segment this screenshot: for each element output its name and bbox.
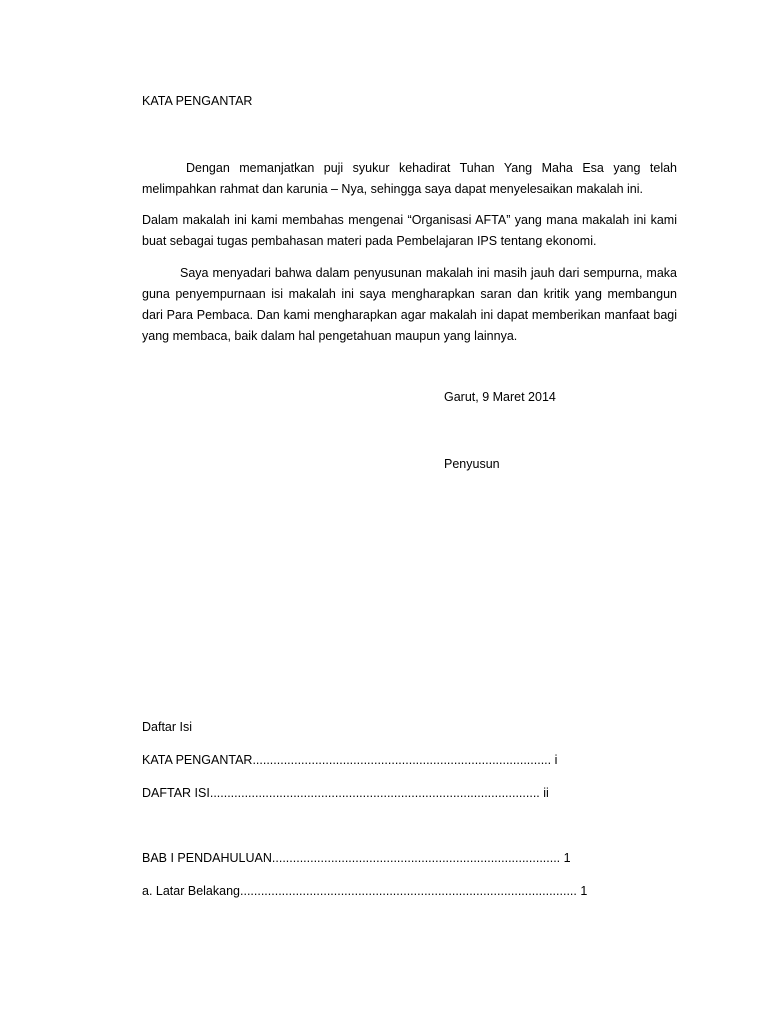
toc-entry-leader: ............................................................................................... — [209, 786, 540, 800]
toc-entry-page: 1 — [560, 851, 571, 865]
paragraph-3: Saya menyadari bahwa dalam penyusunan makalah ini masih jauh dari sempurna, maka guna penyempurnaan isi makalah ini saya mengharapkan saran dan kritik yang membangun dari Para Pembaca. Dan kami mengharapkan agar makalah ini dapat memberikan manfaat bagi yang membaca, baik dalam hal pengetahuan maupun yang lainnya. — [142, 266, 677, 343]
toc-entry-leader: ................................................................................... — [271, 851, 561, 865]
toc-entry — [142, 753, 557, 767]
toc-entry-page: 1 — [576, 884, 588, 898]
author-label: Penyusun — [444, 457, 500, 471]
toc-entry-label: a. Latar Belakang — [142, 884, 240, 898]
toc-entry-label: KATA PENGANTAR — [142, 753, 253, 767]
toc-entry-label: DAFTAR ISI — [142, 786, 210, 800]
place-date: Garut, 9 Maret 2014 — [444, 390, 556, 404]
paragraph-1: Dengan memanjatkan puji syukur kehadirat Tuhan Yang Maha Esa yang telah melimpahkan rahmat dan karunia – Nya, sehingga saya dapat menyelesaikan makalah ini. — [142, 161, 677, 196]
toc-entry-page: ii — [539, 786, 549, 800]
toc-entry — [142, 786, 549, 800]
page-heading: KATA PENGANTAR — [142, 94, 253, 108]
toc-entry — [142, 884, 587, 898]
toc-title: Daftar Isi — [142, 720, 193, 734]
toc-entry-leader: ...................................................................................... — [252, 753, 552, 767]
toc-entry-page: i — [551, 753, 558, 767]
toc-entry — [142, 851, 571, 865]
toc-entry-leader: ................................................................................................. — [240, 884, 577, 898]
paragraph-2: Dalam makalah ini kami membahas mengenai “Organisasi AFTA” yang mana makalah ini kami buat sebagai tugas pembahasan materi pada Pembelajaran IPS tentang ekonomi. — [142, 213, 677, 248]
toc-entry-label: BAB I PENDAHULUAN — [142, 851, 272, 865]
